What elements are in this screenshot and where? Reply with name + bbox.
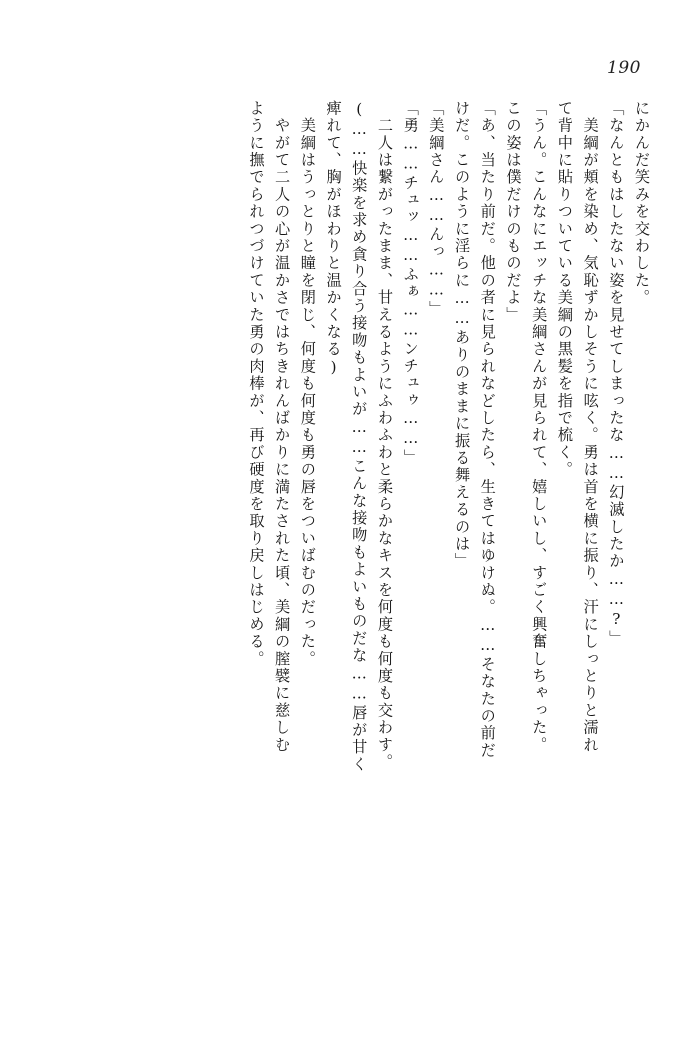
text-line: (……快楽を求め貪り合う接吻もよいが……こんな接吻もよいものだな……唇が甘く xyxy=(350,100,369,774)
text-line: 「勇……チュッ……ふぁ……ンチュゥ……」 xyxy=(401,100,420,467)
text-line: けだ。このように淫らに……ありのままに振る舞えるのは」 xyxy=(453,100,472,570)
text-line: 「あ、当たり前だ。他の者に見られなどしたら、生きてはゆけぬ。……そなたの前だ xyxy=(478,100,497,760)
text-line: この姿は僕だけのものだよ」 xyxy=(504,100,523,324)
text-line: 痺れて、胸がほわりと温かくなる) xyxy=(324,100,343,378)
text-line: にかんだ笑みを交わした。 xyxy=(633,100,651,307)
text-line: 「うん。こんなにエッチな美綱さんが見られて、嬉しいし、すごく興奮しちゃった。 xyxy=(530,100,549,754)
text-line: やがて二人の心が温かさではちきれんばかりに満たされた頃、美綱の膣襞に慈しむ xyxy=(273,100,292,754)
text-line: 美綱はうっとりと瞳を閉じ、何度も何度も勇の唇をついばむのだった。 xyxy=(298,100,317,668)
text-line: 二人は繋がったまま、甘えるようにふわふわと柔らかなキスを何度も何度も交わす。 xyxy=(375,100,394,771)
text-line: 「美綱さん……んっ……」 xyxy=(427,100,446,318)
text-line: ように撫でられつづけていた勇の肉棒が、再び硬度を取り戻しはじめる。 xyxy=(247,100,266,668)
body-text xyxy=(46,100,649,980)
text-line: て背中に貼りついている美綱の黒髪を指で梳く。 xyxy=(555,100,574,479)
text-line: 美綱が頬を染め、気恥ずかしそうに呟く。勇は首を横に振り、汗にしっとりと濡れ xyxy=(581,100,600,754)
page-number: 190 xyxy=(607,58,641,78)
text-line: 「なんともはしたない姿を見せてしまったな……幻滅したか……?」 xyxy=(607,100,626,648)
